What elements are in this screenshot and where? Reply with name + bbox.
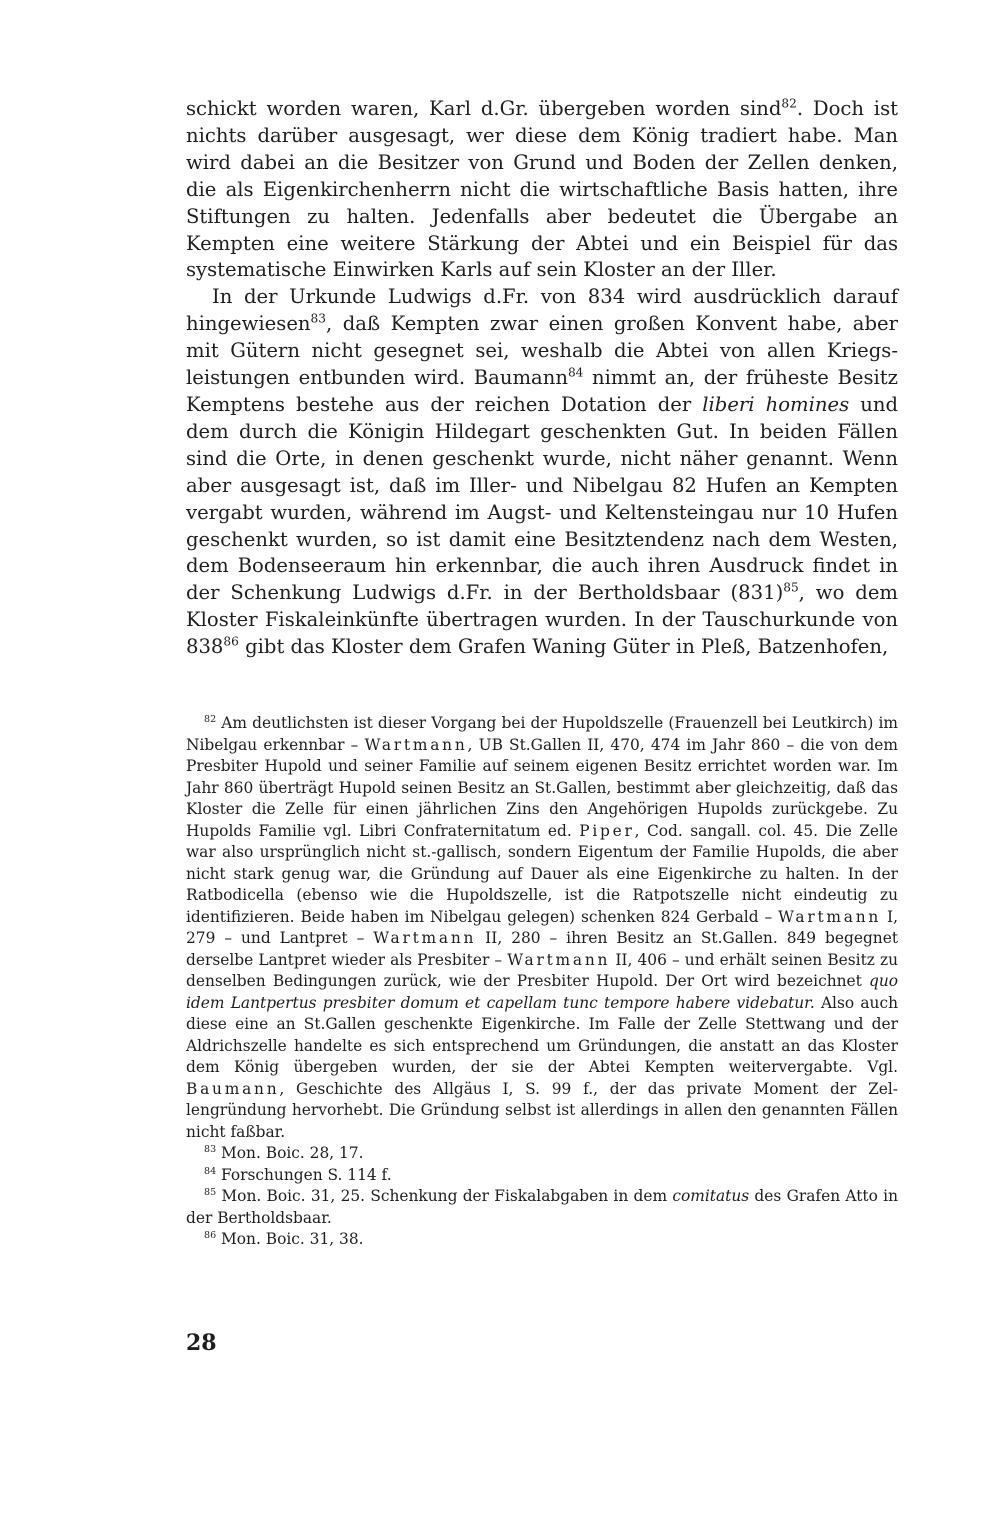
text-run: schickt worden waren, Karl d.Gr. übergeben worden sind (186, 97, 782, 120)
paragraph (186, 96, 898, 284)
footnote-85 (186, 1186, 898, 1229)
text-run: , wo dem Kloster Fiskaleinkünfte übertragen wurden. In der Tauschurkunde von 838 (186, 581, 898, 659)
main-text (186, 96, 898, 661)
text-run: Mon. Boic. 28, 17. (216, 1144, 364, 1162)
italic-text: liberi homines (702, 392, 850, 416)
footnote-ref: 84 (567, 365, 584, 380)
footnote-ref: 86 (223, 634, 239, 649)
footnotes (186, 713, 898, 1251)
paragraph (186, 284, 898, 661)
footnote-ref: 86 (204, 1230, 217, 1242)
page-number: 28 (186, 1330, 217, 1356)
spaced-author-name: Wartmann (364, 735, 468, 754)
text-run: , UB St.Gallen II, 470, 474 im Jahr 860 – die von dem Presbiter Hupold und seiner Familie auf seinem eigenen Besitz errichtet worden war. Im Jahr 860 überträgt Hupold seinen Besitz an St.Gallen, bestimmt aber gleichzeitig, daß das Kloster die Zelle für einen jährlichen Zins den Angehörigen Hupolds zurückgebe. Zu Hupolds Familie vgl. Libri Confraternitatum ed. (186, 735, 898, 840)
spaced-author-name: Wartmann (373, 929, 477, 947)
text-run: I, 279 – und Lantpret – (186, 907, 898, 947)
footnote-ref: 82 (781, 96, 797, 111)
footnote-ref: 83 (204, 1144, 217, 1156)
text-run: Mon. Boic. 31, 25. Schenkung der Fiskalabgaben in dem (216, 1187, 673, 1205)
spaced-author-name: Wartmann (778, 907, 882, 926)
text-run: In der Urkunde Ludwigs d.Fr. von 834 wird ausdrücklich darauf hingewiesen (186, 285, 898, 336)
text-run: des Grafen Atto in der Bertholdsbaar. (186, 1187, 898, 1227)
text-run: , Geschichte des Allgäus I, S. 99 f., der das private Moment der Zellengründung hervorhebt. Die Gründung selbst ist allerdings in allen den genannten Fällen nicht faßbar. (186, 1079, 898, 1141)
text-run: Forschungen S. 114 f. (216, 1165, 392, 1184)
text-run: nimmt an, der früheste Besitz Kemptens bestehe aus der reichen Dotation der (186, 366, 898, 416)
text-run: II, 406 – und erhält seinen Besitz zu denselben Bedingungen zurück, wie der Presbiter Hupold. Der Ort wird bezeichnet (186, 950, 898, 990)
italic-text: quo idem Lantpertus presbiter domum et capellam tunc tempore habere videbatur. (186, 972, 898, 1012)
text-run: II, 280 – ihren Besitz an St.Gallen. 849 begegnet derselbe Lantpret wieder als Presbiter – (186, 929, 899, 969)
text-run: gibt das Kloster dem Grafen Waning Güter in Pleß, Batzenhofen, (238, 635, 889, 659)
footnote-ref: 84 (204, 1165, 217, 1177)
text-run: und dem durch die Königin Hildegart geschenkten Gut. In beiden Fällen sind die Orte, in denen geschenkt wurde, nicht näher genannt. Wenn aber ausgesagt ist, daß im Iller- und Nibelgau 82 Hufen an Kempten vergabt wurden, während im Augst- und Keltensteingau nur 10 Hufen geschenkt wurden, so ist damit eine Besitztendenz nach dem Westen, dem Bodenseeraum hin erkennbar, die auch ihren Ausdruck findet in der Schenkung Ludwigs d.Fr. in der Bertholdsbaar (831) (186, 392, 899, 605)
footnote-82 (186, 713, 898, 1143)
spaced-author-name: Piper (579, 821, 635, 840)
footnote-86 (186, 1229, 898, 1251)
text-run: Mon. Boic. 31, 38. (216, 1230, 364, 1248)
text-run: , daß Kempten zwar einen großen Konvent habe, aber mit Gütern nicht gesegnet sei, weshalb die Abtei von allen Kriegsleistungen entbunden wird. Baumann (186, 312, 898, 390)
footnote-ref: 85 (204, 1187, 217, 1199)
text-run: Am deutlichsten ist dieser Vorgang bei der Hupoldszelle (Frauenzell bei Leutkirch) im Nibelgau erkennbar – (186, 714, 898, 754)
footnote-83 (186, 1143, 898, 1165)
italic-text: comitatus (672, 1187, 750, 1205)
footnote-ref: 82 (204, 714, 217, 726)
text-run: Also auch diese eine an St.Gallen geschenkte Eigenkirche. Im Falle der Zelle Stettwang und der Aldrichszelle handelte es sich entsprechend um Gründungen, die anstatt an das Kloster dem König übergeben wurden, der sie der Abtei Kempten weitervergabte. Vgl. (186, 993, 898, 1076)
spaced-author-name: Wartmann (507, 950, 611, 969)
footnote-ref: 83 (310, 311, 326, 326)
text-run: , Cod. sangall. col. 45. Die Zelle war also ursprünglich nicht st.-gallisch, sondern Eigentum der Familie Hupolds, die aber nicht stark genug war, die Gründung auf Dauer als eine Eigenkirche zu halten. In der Ratbodicella (ebenso wie die Hupoldszelle, ist die Ratpotszelle nicht eindeutig zu identifizieren. Beide haben im Nibelgau gelegen) schenken 824 Gerbald – (186, 821, 898, 926)
spaced-author-name: Baumann (186, 1079, 280, 1098)
footnote-84 (186, 1165, 898, 1187)
footnote-ref: 85 (783, 580, 799, 595)
text-run: . Doch ist nichts darüber ausgesagt, wer diese dem König tradiert habe. Man wird dabei an die Besitzer von Grund und Boden der Zellen denken, die als Eigenkirchenherrn nicht die wirtschaftliche Basis hatten, ihre Stiftungen zu halten. Jedenfalls aber bedeutet die Übergabe an Kempten eine weitere Stärkung der Abtei und ein Beispiel für das systematische Einwirken Karls auf sein Kloster an der Iller. (186, 97, 898, 282)
